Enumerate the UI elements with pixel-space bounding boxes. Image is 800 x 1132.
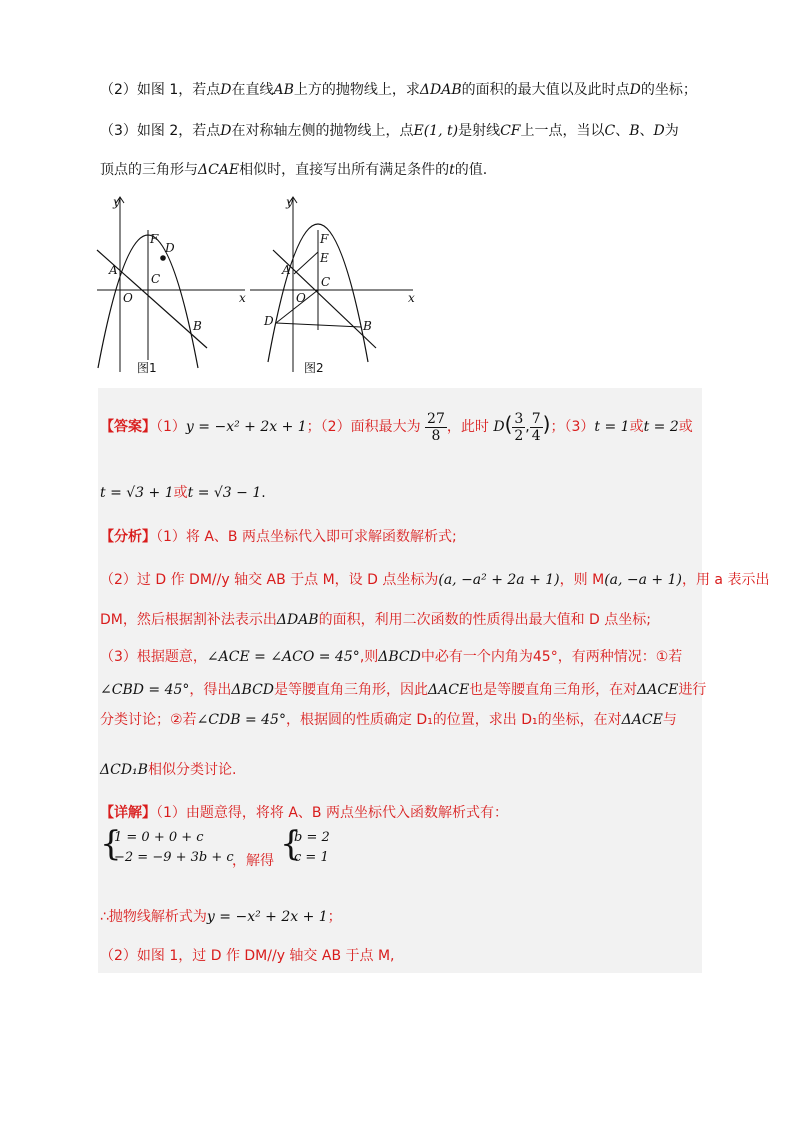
fig2-label-a: A <box>282 263 291 277</box>
detail-text: ，解得 <box>232 853 274 869</box>
system-eq-2: −2 = −9 + 3b + c <box>114 850 234 865</box>
analysis-text: 是等腰直角三角形，因此 <box>274 682 429 698</box>
q2-line-ab: AB <box>273 82 294 98</box>
fig2-label-c: C <box>321 275 331 289</box>
analysis-text: ，则 M <box>559 572 605 588</box>
frac-numerator: 3 <box>514 410 524 427</box>
figure-1 <box>95 190 255 380</box>
fig1-label-o: O <box>123 291 133 305</box>
q2-point-d: D <box>220 82 232 98</box>
q3-text: 顶点的三角形与 <box>100 162 198 178</box>
q3-text: 上一点，当以 <box>520 123 605 139</box>
detail-line-1 <box>100 803 710 823</box>
solution-b: b = 2 <box>294 830 330 845</box>
q2-point-d: D <box>629 82 641 98</box>
analysis-text: 的面积，利用二次函数的性质得出最大值和 D 点坐标; <box>318 612 651 628</box>
detail-text: ∴抛物线解析式为 <box>100 909 207 925</box>
fig1-label-y: y <box>113 195 120 209</box>
answer-t-value: t = 2 <box>643 419 679 435</box>
analysis-text: （1）将 A、B 两点坐标代入即可求解函数解析式; <box>156 529 457 545</box>
analysis-text: ，根据圆的性质确定 D₁的位置，求出 D₁的坐标，在对 <box>285 712 622 728</box>
detail-text: （2）如图 1，过 D 作 DM//y 轴交 AB 于点 M, <box>100 948 395 964</box>
answer-text: （1） <box>156 419 186 435</box>
q2-text: 上方的抛物线上，求 <box>293 82 420 98</box>
analysis-math: ∠CBD = 45° <box>100 682 190 698</box>
analysis-math: ΔACE <box>637 682 679 698</box>
answer-dy <box>530 411 543 444</box>
detail-line-2 <box>100 946 710 966</box>
frac-numerator: 27 <box>427 410 445 427</box>
fig1-point-d <box>160 255 166 261</box>
frac-denominator: 4 <box>531 427 541 444</box>
answer-equation: y = −x² + 2x + 1 <box>185 419 307 435</box>
solution-c: c = 1 <box>294 850 329 865</box>
frac-denominator: 2 <box>514 427 524 444</box>
left-brace-icon: { <box>100 824 122 864</box>
fig2-label-y: y <box>286 195 293 209</box>
q3-text: 、 <box>639 123 654 139</box>
analysis-math: (a, −a + 1) <box>604 572 682 588</box>
q3-text: 为 <box>664 123 679 139</box>
fig1-label-a: A <box>109 263 118 277</box>
answer-text: ；（2）面积最大为 <box>306 419 421 435</box>
detail-text: （1）由题意得，将将 A、B 两点坐标代入函数解析式有： <box>156 805 508 821</box>
analysis-line-4 <box>100 647 710 667</box>
analysis-text: 相似分类讨论. <box>147 762 237 778</box>
q3-point-e: E(1, t) <box>413 123 459 139</box>
analysis-math: ΔACE <box>621 712 663 728</box>
q2-text: 在直线 <box>231 82 274 98</box>
analysis-line-7 <box>100 760 710 780</box>
q3-var-t: t <box>449 162 455 178</box>
fig2-label-e: E <box>320 251 329 265</box>
paren-open: ( <box>504 412 513 436</box>
analysis-math: ΔBCD <box>231 682 275 698</box>
q3-text: 的值. <box>454 162 488 178</box>
answer-text: 或 <box>678 419 693 435</box>
fig2-label-x: x <box>408 291 415 305</box>
paren-close: ) <box>542 412 551 436</box>
frac-numerator: 7 <box>531 410 541 427</box>
fig2-label-o: O <box>296 291 306 305</box>
q3-point-c: C <box>604 123 616 139</box>
analysis-text: 也是等腰直角三角形，在对 <box>469 682 638 698</box>
q3-triangle: ΔCAE <box>198 162 240 178</box>
detail-tag: 【详解】 <box>100 805 156 821</box>
analysis-text: ,则 <box>359 649 379 665</box>
analysis-math: (a, −a² + 2a + 1) <box>438 572 560 588</box>
fig2-label-d: D <box>264 314 274 328</box>
equation-system <box>100 824 400 874</box>
q3-text: 在对称轴左侧的抛物线上，点 <box>231 123 414 139</box>
q2-triangle: ΔDAB <box>419 82 462 98</box>
fig1-caption: 图1 <box>137 361 157 375</box>
answer-text: 或 <box>173 485 188 501</box>
analysis-math: ΔDAB <box>276 612 319 628</box>
analysis-math: ΔCD₁B <box>100 762 148 778</box>
q3-text: 是射线 <box>458 123 501 139</box>
frac-denominator: 8 <box>431 427 441 444</box>
analysis-text: （2）过 D 作 DM//y 轴交 AB 于点 M，设 D 点坐标为 <box>100 572 439 588</box>
system-eq-1: 1 = 0 + 0 + c <box>114 830 204 845</box>
answer-text: ，此时 <box>446 419 489 435</box>
fig2-caption: 图2 <box>304 361 324 375</box>
detail-text: ； <box>327 909 342 925</box>
answer-t-value: t = 1 <box>594 419 630 435</box>
answer-t-value: t = √3 + 1 <box>100 485 174 501</box>
question-3-line-1 <box>100 121 710 141</box>
q2-text: （2）如图 1，若点 <box>100 82 221 98</box>
analysis-tag: 【分析】 <box>100 529 156 545</box>
fig2-label-b: B <box>363 319 372 333</box>
fig1-label-b: B <box>193 319 202 333</box>
q2-text: 的坐标； <box>640 82 697 98</box>
fig1-label-f: F <box>150 232 159 246</box>
q3-text: （3）如图 2，若点 <box>100 123 221 139</box>
question-2 <box>100 80 710 100</box>
analysis-text: 中必有一个内角为45°，有两种情况：①若 <box>420 649 683 665</box>
analysis-text: DM，然后根据割补法表示出 <box>100 612 277 628</box>
left-brace-icon: { <box>280 824 302 864</box>
answer-max-area <box>425 411 447 444</box>
q2-text: 的面积的最大值以及此时点 <box>461 82 630 98</box>
answer-line-2 <box>100 483 710 503</box>
analysis-math: ∠ACE = ∠ACO = 45° <box>206 649 360 665</box>
detail-equation: y = −x² + 2x + 1 <box>206 909 328 925</box>
answer-point-d: D <box>493 419 505 435</box>
question-3-line-2 <box>100 160 710 180</box>
answer-t-value: t = √3 − 1 <box>187 485 262 501</box>
analysis-math: ∠CDB = 45° <box>196 712 286 728</box>
fig2-label-f: F <box>320 232 329 246</box>
fig1-label-c: C <box>151 272 161 286</box>
figure-2 <box>248 190 423 380</box>
comma: , <box>525 419 530 435</box>
analysis-text: 进行 <box>678 682 707 698</box>
analysis-math: ΔACE <box>428 682 470 698</box>
answer-text: 或 <box>629 419 644 435</box>
q3-point-b: B <box>629 123 640 139</box>
q3-point-d: D <box>220 123 232 139</box>
analysis-text: （3）根据题意， <box>100 649 207 665</box>
answer-tag: 【答案】 <box>100 419 156 435</box>
analysis-line-1 <box>100 527 710 547</box>
analysis-line-6 <box>100 710 710 730</box>
q3-point-d: D <box>653 123 665 139</box>
analysis-math: ΔBCD <box>378 649 421 665</box>
q3-text: 、 <box>615 123 630 139</box>
analysis-text: 与 <box>662 712 677 728</box>
q3-ray-cf: CF <box>500 123 521 139</box>
answer-dx <box>512 411 525 444</box>
analysis-text: 分类讨论；②若 <box>100 712 197 728</box>
analysis-line-3 <box>100 610 710 630</box>
fig1-label-d: D <box>165 241 175 255</box>
analysis-line-5 <box>100 680 710 700</box>
analysis-text: ，用 a 表示出 <box>681 572 770 588</box>
answer-line-1 <box>100 408 710 444</box>
fig2-segment-ae <box>294 252 318 274</box>
answer-text: . <box>261 485 266 501</box>
q3-text: 相似时，直接写出所有满足条件的 <box>239 162 450 178</box>
answer-text: ；（3） <box>550 419 595 435</box>
fig1-label-x: x <box>239 291 246 305</box>
analysis-line-2 <box>100 570 770 590</box>
detail-line-therefore <box>100 907 710 927</box>
analysis-text: ，得出 <box>189 682 232 698</box>
